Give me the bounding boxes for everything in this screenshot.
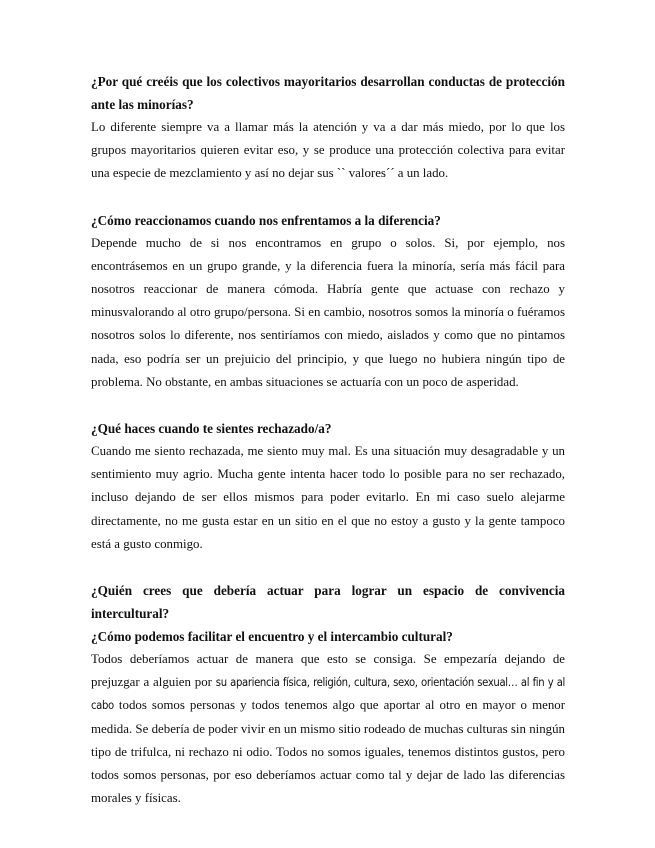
answer-text: todos somos personas y todos tenemos algo que aportar al otro en mayor o menor medida. Se debería de poder vivir en un mismo sitio rodeado de muchas culturas sin ningún tipo de trifulca, ni rechazo ni odio. Todos no somos iguales, tenemos distintos gustos, pero todos somos personas, por eso deberíamos actuar como tal y dejar de lado las diferencias morales y físicas.	[91, 698, 565, 806]
qa-section-4	[91, 579, 565, 810]
question-heading: ¿Qué haces cuando te sientes rechazado/a?	[91, 421, 332, 437]
qa-section-2	[91, 209, 565, 394]
answer-paragraph	[91, 648, 565, 810]
answer-paragraph: Depende mucho de si nos encontramos en grupo o solos. Si, por ejemplo, nos encontrásemos en un grupo grande, y la diferencia fuera la minoría, sería más fácil para nosotros reaccionar de manera cómoda. Habría gente que actuase con rechazo y minusvalorando al otro grupo/persona. Si en cambio, nosotros somos la minoría o fuéramos nosotros solos lo diferente, nos sentiríamos con miedo, aislados y como que no pintamos nada, eso podría ser un prejuicio del principio, y que luego no hubiera ningún tipo de problema. No obstante, en ambas situaciones se actuaría con un poco de asperidad.	[91, 235, 565, 389]
qa-section-1	[91, 70, 565, 186]
question-heading: ¿Cómo reaccionamos cuando nos enfrentamos a la diferencia?	[91, 212, 441, 228]
answer-text-sans: su apariencia física, religión, cultura, sexo, orientación sexual… al fin y al cabo	[91, 676, 566, 713]
answer-paragraph: Cuando me siento rechazada, me siento muy mal. Es una situación muy desagradable y un sentimiento muy agrio. Mucha gente intenta hacer todo lo posible para no ser rechazado, incluso dejando de ser ellos mismos para poder evitarlo. En mi caso suelo alejarme directamente, no me gusta estar en un sitio en el que no estoy a gusto y la gente tampoco está a gusto conmigo.	[91, 444, 565, 551]
question-heading: ¿Quién crees que debería actuar para lograr un espacio de convivencia intercultural?	[91, 583, 565, 622]
question-heading: ¿Cómo podemos facilitar el encuentro y el intercambio cultural?	[91, 629, 453, 645]
answer-text: Todos deberíamos actuar de manera que esto se consiga. Se empezaría dejando de prejuzgar a alguien por	[91, 652, 565, 690]
question-heading: ¿Por qué creéis que los colectivos mayoritarios desarrollan conductas de protección ante las minorías?	[91, 74, 565, 112]
qa-section-3	[91, 417, 565, 556]
answer-paragraph: Lo diferente siempre va a llamar más la atención y va a dar más miedo, por lo que los grupos mayoritarios quieren evitar eso, y se produce una protección colectiva para evitar una especie de mezclamiento y así no dejar sus `` valores´´ a un lado.	[91, 120, 565, 181]
